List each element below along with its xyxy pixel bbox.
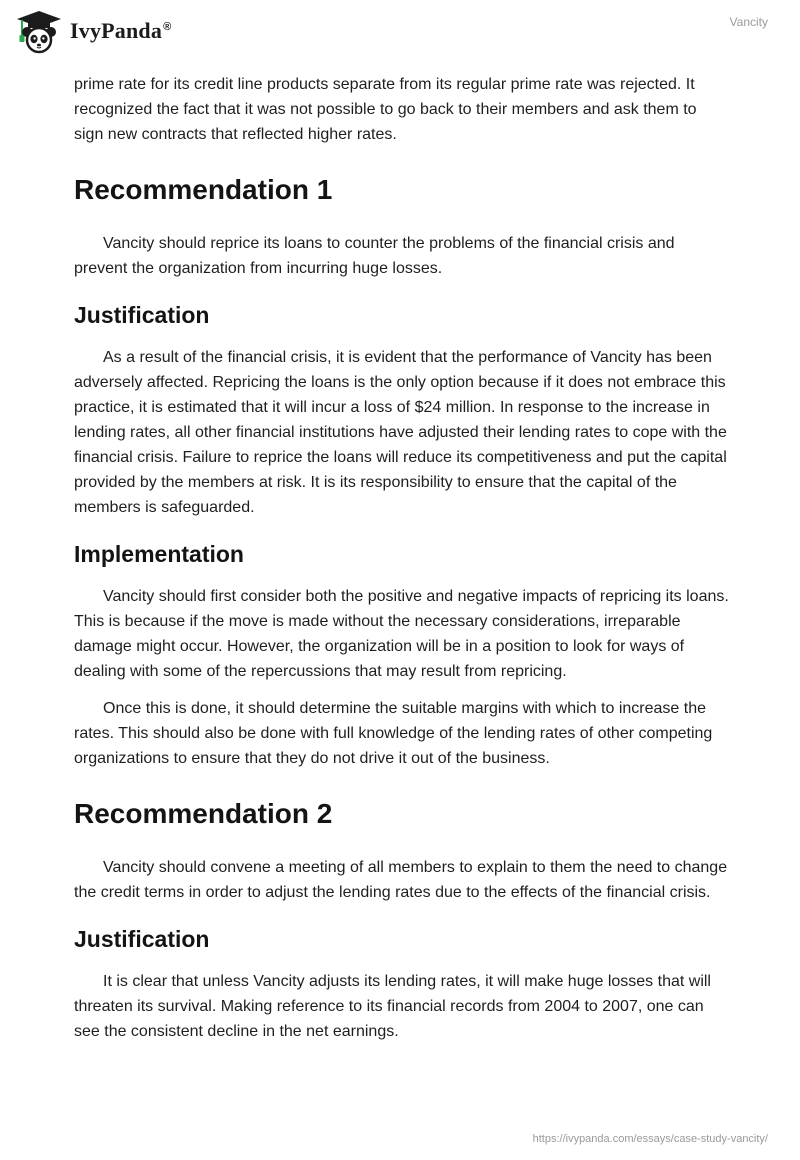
brand-name: IvyPanda® [70,18,172,43]
recommendation-1-heading: Recommendation 1 [74,174,333,205]
recommendation-2-paragraph: Vancity should convene a meeting of all members to explain to them the need to change the credit terms in order to adjust the lending rates due to the effects of the financial crisis. [74,859,728,901]
intro-paragraph: prime rate for its credit line products separate from its regular prime rate was rejected. It recognized the fact that it was not possible to go back to their members and ask them to sign new contracts that reflected higher rates. [74,76,697,143]
registered-mark: ® [163,20,172,33]
justification-2-paragraph: It is clear that unless Vancity adjusts its lending rates, it will make huge losses that will threaten its survival. Making reference to its financial records from 2004 to 2007, one can see the consistent decline in the net earnings. [74,973,711,1040]
document-title: Vancity [729,15,768,29]
justification-2-heading: Justification [74,926,210,952]
source-url[interactable]: https://ivypanda.com/essays/case-study-vancity/ [532,1133,768,1145]
implementation-heading: Implementation [74,541,244,567]
implementation-paragraph-2: Once this is done, it should determine the suitable margins with which to increase the rates. This should also be done with full knowledge of the lending rates of other competing organizations to ensure that they do not drive it out of the business. [74,700,713,767]
panda-graduate-icon [14,8,64,54]
brand-logo[interactable] [14,8,171,54]
essay-body [74,72,730,1056]
implementation-paragraph-1: Vancity should first consider both the positive and negative impacts of repricing its loans. This is because if the move is made without the necessary considerations, irreparable damage might occur. However, the organization will be in a position to look for ways of dealing with some of the repercussions that may result from repricing. [74,588,729,680]
recommendation-2-heading: Recommendation 2 [74,798,333,829]
justification-1-paragraph: As a result of the financial crisis, it is evident that the performance of Vancity has been adversely affected. Repricing the loans is the only option because if it does not embrace this practice, it is estimated that it will incur a loss of $24 million. In response to the increase in lending rates, all other financial institutions have adjusted their lending rates to cope with the financial crisis. Failure to reprice the loans will reduce its competitiveness and put the capital provided by the members at risk. It is its responsibility to ensure that the capital of the members is safeguarded. [74,349,727,516]
recommendation-1-paragraph: Vancity should reprice its loans to counter the problems of the financial crisis and prevent the organization from incurring huge losses. [74,235,675,277]
justification-1-heading: Justification [74,302,210,328]
page-header [0,0,800,60]
